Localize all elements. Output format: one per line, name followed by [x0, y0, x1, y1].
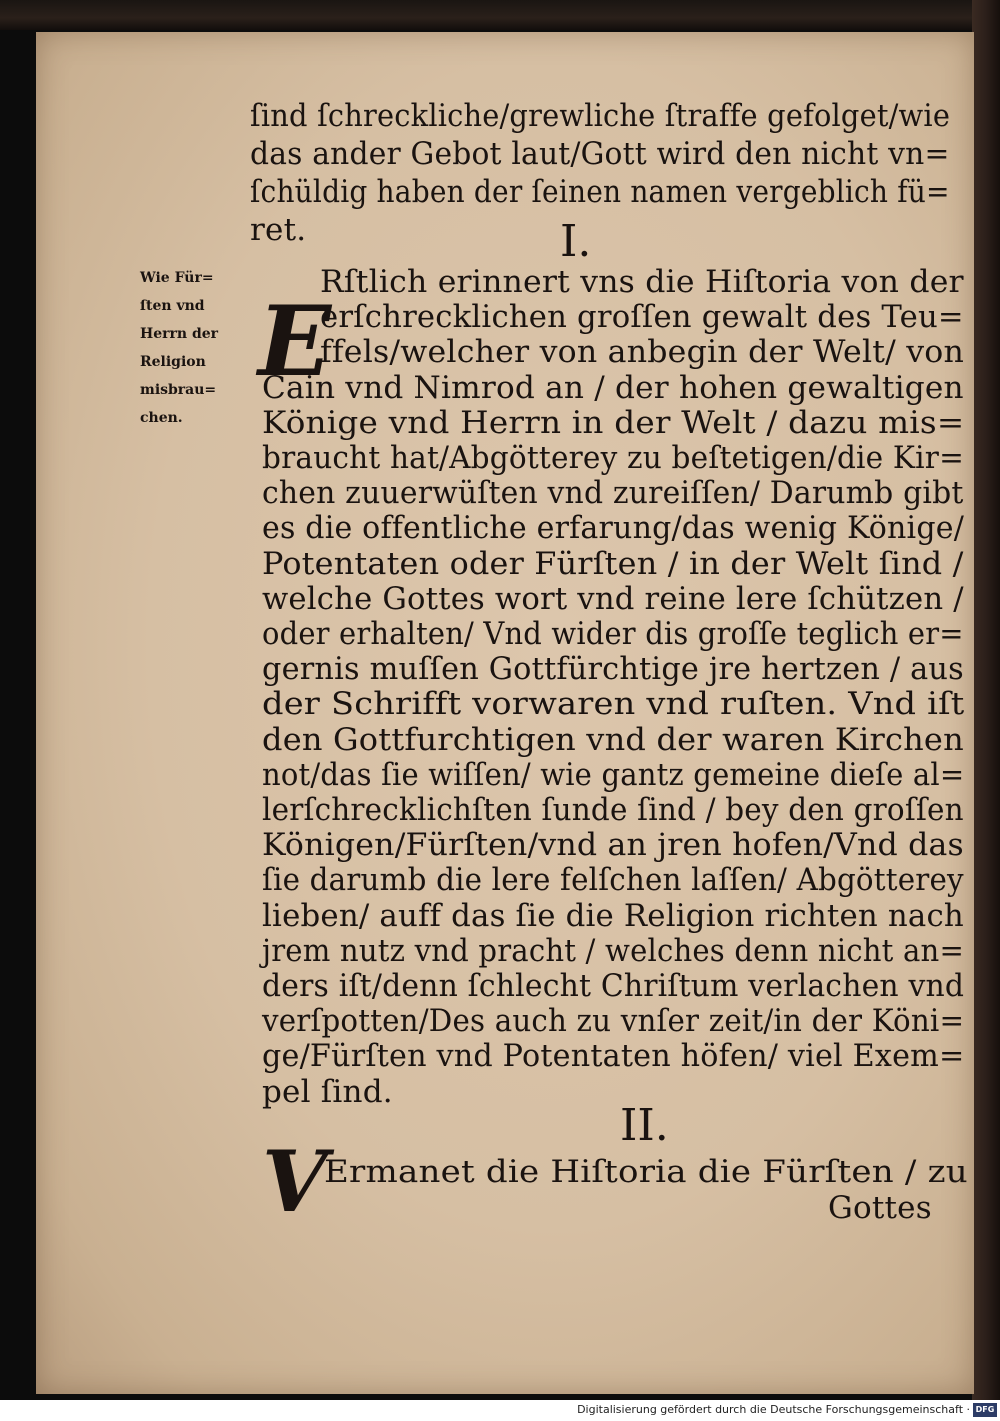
text-line: erſchrecklichen groſſen gewalt des Teu= [320, 299, 964, 336]
text-line: lerſchrecklichſten ſunde ſind / bey den groſſen [262, 792, 964, 828]
text-line: welche Gottes wort vnd reine lere ſchützen / [262, 580, 964, 617]
text-line: pel ſind. [262, 1073, 393, 1110]
marginal-note-line: Religion [140, 354, 206, 370]
dfg-logo: DFG [973, 1403, 997, 1417]
text-line: jrem nutz vnd pracht / welches denn nicht an= [262, 932, 965, 969]
text-line: Ermanet die Hiſtoria die Fürſten / zu [324, 1154, 968, 1190]
text-line: ge/Fürſten vnd Potentaten höfen/ viel Exem= [262, 1038, 965, 1075]
digitization-footer [0, 1400, 1000, 1421]
text-line: Potentaten oder Fürſten / in der Welt ſind / [262, 545, 964, 582]
text-line: chen zuuerwüſten vnd zureiſſen/ Darumb gibt [262, 475, 964, 512]
text-line: ſie darumb die lere felſchen laſſen/ Abgötterey [262, 862, 964, 899]
marginal-note-line: Wie Für= [140, 270, 214, 286]
marginal-note-line: chen. [140, 410, 183, 426]
book-top-edge [0, 0, 1000, 30]
book-binding-edge [972, 0, 1000, 1400]
text-line: ſchüldig haben der ſeinen namen vergeblich fü= [250, 174, 950, 210]
text-line: verſpotten/Des auch zu vnſer zeit/in der Köni= [262, 1003, 965, 1040]
marginal-note-line: Herrn der [140, 326, 219, 342]
marginal-note [140, 264, 260, 432]
section-2-initial: V [262, 1132, 328, 1231]
text-line: Rſtlich erinnert vns die Hiſtoria von der [320, 264, 964, 300]
book-page [36, 32, 974, 1394]
text-line: lieben/ auff das ſie die Religion richten nach [262, 897, 964, 934]
text-line: Könige vnd Herrn in der Welt / dazu mis= [262, 404, 965, 441]
text-line: der Schrifft vorwaren vnd ruſten. Vnd iſt [262, 686, 965, 723]
text-line: braucht hat/Abgötterey zu beſtetigen/die Kir= [262, 440, 965, 476]
text-line: Gottes [828, 1190, 932, 1226]
text-line: das ander Gebot laut/Gott wird den nicht vn= [250, 136, 950, 172]
text-line: not/das ſie wiſſen/ wie gantz gemeine dieſe al= [262, 756, 965, 793]
marginal-note-line: ſten vnd [140, 298, 205, 314]
text-line: ffels/welcher von anbegin der Welt/ von [320, 334, 965, 371]
section-2-heading: II. [620, 1100, 669, 1151]
text-line: Cain vnd Nimrod an / der hohen gewaltigen [262, 369, 964, 406]
text-line: Königen/Fürſten/vnd an jren hofen/Vnd das [262, 827, 964, 864]
section-1-heading: I. [560, 216, 592, 267]
text-line: ret. [250, 212, 307, 248]
text-line: gernis muſſen Gottfürchtige jre hertzen / aus [262, 651, 964, 688]
footer-credit-text: Digitalisierung gefördert durch die Deutsche Forschungsgemeinschaft · [577, 1403, 970, 1416]
section-1-initial: E [258, 285, 332, 398]
text-line: den Gottfurchtigen vnd der waren Kirchen [262, 721, 964, 758]
text-line: ders iſt/denn ſchlecht Chriſtum verlachen vnd [262, 968, 965, 1004]
marginal-note-line: misbrau= [140, 382, 217, 398]
text-line: ſind ſchreckliche/grewliche ſtraffe gefolget/wie [250, 98, 951, 134]
text-line: es die offentliche erfarung/das wenig Könige/ [262, 510, 965, 547]
text-line: oder erhalten/ Vnd wider dis groſſe teglich er= [262, 616, 964, 652]
